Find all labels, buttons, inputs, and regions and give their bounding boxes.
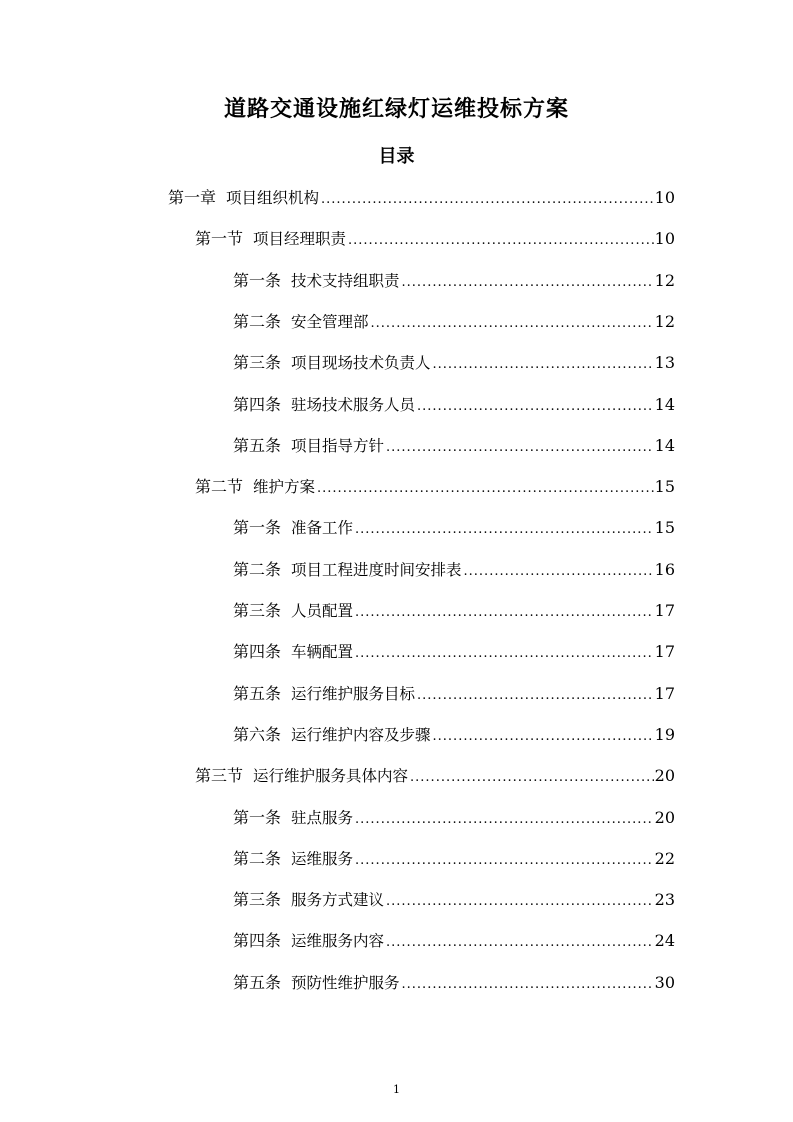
toc-entry[interactable] bbox=[233, 434, 675, 458]
toc-entry[interactable] bbox=[233, 723, 675, 747]
toc-entry-title: 项目现场技术负责人 bbox=[291, 354, 431, 372]
dot-leader bbox=[417, 395, 654, 419]
toc-entry[interactable] bbox=[233, 847, 675, 871]
toc-entry-title: 项目经理职责 bbox=[253, 230, 347, 248]
toc-entry-title: 驻场技术服务人员 bbox=[291, 396, 416, 414]
toc-heading: 目录 bbox=[378, 146, 415, 167]
toc-entry[interactable] bbox=[233, 640, 675, 664]
toc-entry-page: 10 bbox=[654, 229, 675, 248]
toc-entry-title: 项目组织机构 bbox=[226, 189, 320, 207]
toc-entry-page: 14 bbox=[654, 436, 675, 455]
toc-entry-title: 预防性维护服务 bbox=[291, 974, 400, 992]
toc-entry-label: 第四条 bbox=[233, 395, 282, 414]
toc-entry-label: 第二条 bbox=[233, 312, 282, 331]
toc-entry[interactable] bbox=[233, 929, 675, 953]
dot-leader bbox=[355, 518, 654, 542]
dot-leader bbox=[433, 725, 654, 749]
toc-entry-title: 项目指导方针 bbox=[291, 437, 385, 455]
toc-entry-label: 第四条 bbox=[233, 931, 282, 950]
toc-entry-label: 第五条 bbox=[233, 684, 282, 703]
dot-leader bbox=[386, 931, 654, 955]
toc-entry-label: 第六条 bbox=[233, 725, 282, 744]
dot-leader bbox=[417, 684, 654, 708]
toc-entry-page: 17 bbox=[654, 642, 675, 661]
toc-entry[interactable] bbox=[233, 888, 675, 912]
toc-entry-label: 第五条 bbox=[233, 973, 282, 992]
toc-entry-page: 12 bbox=[654, 312, 675, 331]
toc-entry[interactable] bbox=[233, 269, 675, 293]
toc-entry-page: 17 bbox=[654, 601, 675, 620]
toc-entry[interactable] bbox=[195, 227, 675, 251]
toc-entry-label: 第二条 bbox=[233, 560, 282, 579]
toc-entry[interactable] bbox=[233, 599, 675, 623]
toc-entry-page: 15 bbox=[654, 477, 675, 496]
toc-entry-title: 运行维护内容及步骤 bbox=[291, 726, 431, 744]
toc-entry-page: 20 bbox=[654, 766, 675, 785]
toc-entry-page: 13 bbox=[654, 353, 675, 372]
toc-entry-title: 驻点服务 bbox=[291, 809, 354, 827]
toc-entry-label: 第一节 bbox=[195, 229, 244, 248]
dot-leader bbox=[386, 890, 654, 914]
dot-leader bbox=[402, 973, 654, 997]
toc-entry-title: 维护方案 bbox=[253, 478, 316, 496]
dot-leader bbox=[433, 353, 654, 377]
toc-entry[interactable] bbox=[233, 393, 675, 417]
toc-entry[interactable] bbox=[195, 475, 675, 499]
dot-leader bbox=[371, 312, 654, 336]
toc-entry[interactable] bbox=[233, 558, 675, 582]
toc-entry-label: 第一条 bbox=[233, 271, 282, 290]
toc-entry-title: 服务方式建议 bbox=[291, 891, 385, 909]
toc-entry-label: 第三条 bbox=[233, 353, 282, 372]
toc-entry[interactable] bbox=[233, 516, 675, 540]
toc-entry-page: 15 bbox=[654, 518, 675, 537]
toc-entry[interactable] bbox=[233, 351, 675, 375]
toc-entry-label: 第五条 bbox=[233, 436, 282, 455]
toc-entry-title: 安全管理部 bbox=[291, 313, 369, 331]
toc-entry-page: 14 bbox=[654, 395, 675, 414]
toc-entry-page: 30 bbox=[654, 973, 675, 992]
dot-leader bbox=[355, 601, 654, 625]
toc-entry-title: 运行维护服务目标 bbox=[291, 685, 416, 703]
toc-entry-page: 16 bbox=[654, 560, 675, 579]
toc-entry-label: 第二条 bbox=[233, 849, 282, 868]
toc-entry-page: 19 bbox=[654, 725, 675, 744]
toc-entry-page: 23 bbox=[654, 890, 675, 909]
toc-entry-title: 车辆配置 bbox=[291, 643, 354, 661]
toc-entry-title: 运维服务 bbox=[291, 850, 354, 868]
dot-leader bbox=[386, 436, 654, 460]
toc-entry-label: 第三条 bbox=[233, 601, 282, 620]
dot-leader bbox=[317, 477, 654, 501]
toc-entry-page: 12 bbox=[654, 271, 675, 290]
toc-entry[interactable] bbox=[233, 310, 675, 334]
toc-entry[interactable] bbox=[233, 682, 675, 706]
toc-entry-title: 项目工程进度时间安排表 bbox=[291, 561, 462, 579]
dot-leader bbox=[464, 560, 654, 584]
dot-leader bbox=[321, 188, 654, 212]
toc-entry[interactable] bbox=[168, 186, 675, 210]
toc-entry-title: 技术支持组职责 bbox=[291, 272, 400, 290]
dot-leader bbox=[355, 849, 654, 873]
toc-entry-label: 第二节 bbox=[195, 477, 244, 496]
toc-entry-label: 第一章 bbox=[168, 188, 217, 207]
toc-entry-title: 运行维护服务具体内容 bbox=[253, 767, 409, 785]
dot-leader bbox=[410, 766, 654, 790]
dot-leader bbox=[402, 271, 654, 295]
toc-entry-title: 运维服务内容 bbox=[291, 932, 385, 950]
toc-entry-title: 准备工作 bbox=[291, 519, 354, 537]
toc-entry-label: 第一条 bbox=[233, 518, 282, 537]
toc-entry-page: 24 bbox=[654, 931, 675, 950]
page-number: 1 bbox=[393, 1083, 400, 1096]
toc-entry-page: 22 bbox=[654, 849, 675, 868]
toc-entry-label: 第三条 bbox=[233, 890, 282, 909]
toc-entry-page: 17 bbox=[654, 684, 675, 703]
toc-entry[interactable] bbox=[233, 806, 675, 830]
dot-leader bbox=[355, 808, 654, 832]
dot-leader bbox=[355, 642, 654, 666]
toc-entry-label: 第三节 bbox=[195, 766, 244, 785]
dot-leader bbox=[348, 229, 654, 253]
document-title: 道路交通设施红绿灯运维投标方案 bbox=[223, 97, 569, 122]
toc-entry[interactable] bbox=[195, 764, 675, 788]
toc-entry[interactable] bbox=[233, 971, 675, 995]
toc-entry-label: 第一条 bbox=[233, 808, 282, 827]
toc-entry-page: 20 bbox=[654, 808, 675, 827]
toc-entry-page: 10 bbox=[654, 188, 675, 207]
toc-entry-title: 人员配置 bbox=[291, 602, 354, 620]
toc-entry-label: 第四条 bbox=[233, 642, 282, 661]
